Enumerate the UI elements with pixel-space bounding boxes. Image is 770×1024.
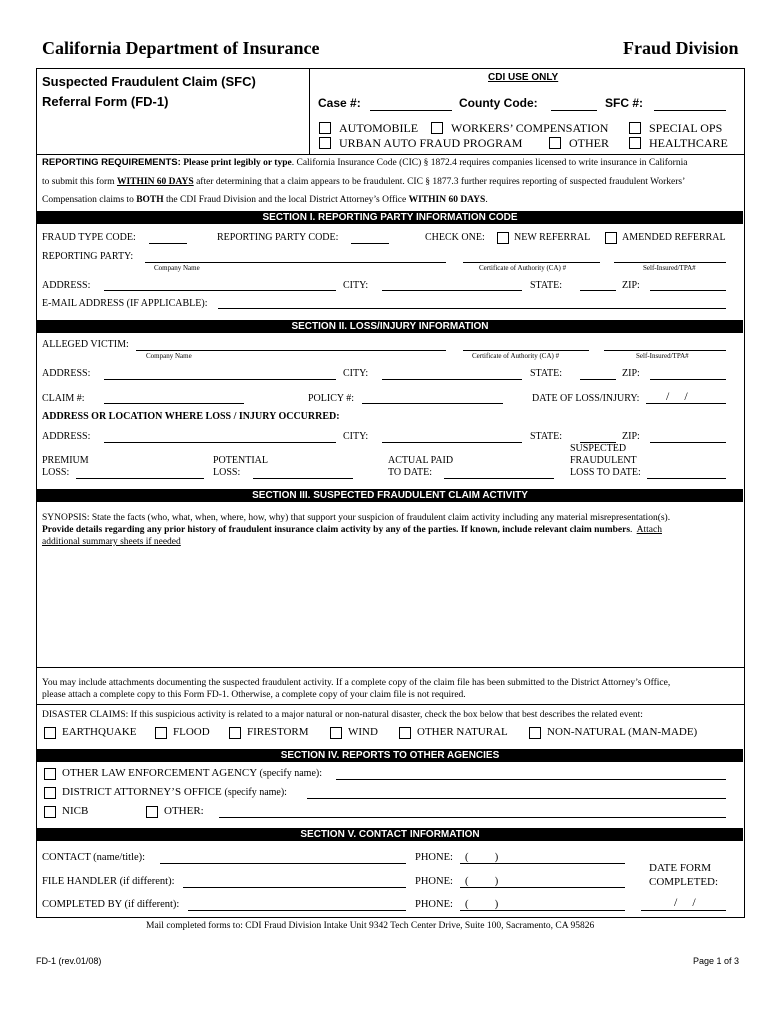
sfc-field[interactable]: [654, 110, 726, 111]
policy-number-label: POLICY #:: [308, 393, 355, 404]
city-label: CITY:: [343, 280, 369, 291]
victim-company-caption: Company Name: [146, 352, 192, 360]
fraud-type-field[interactable]: [149, 243, 187, 244]
requirements-dot: .: [485, 195, 488, 205]
date-completed-field[interactable]: [641, 910, 726, 911]
synopsis-attach-b: additional summary sheets if needed: [42, 537, 181, 547]
nicb-checkbox[interactable]: [44, 806, 56, 818]
completed-by-phone-field[interactable]: [460, 910, 625, 911]
flood-checkbox[interactable]: [155, 727, 167, 739]
synopsis-attach-a: Attach: [636, 525, 662, 535]
other-natural-label: OTHER NATURAL: [417, 726, 508, 738]
victim-tpa-caption: Self-Insured/TPA#: [636, 352, 689, 360]
earthquake-checkbox[interactable]: [44, 727, 56, 739]
law-enforcement-field[interactable]: [336, 779, 726, 780]
victim-cert-caption: Certificate of Authority (CA) #: [472, 352, 560, 360]
other-agency-field[interactable]: [219, 817, 726, 818]
law-enforcement-label: [62, 767, 322, 779]
section-5-header: SECTION V. CONTACT INFORMATION: [37, 828, 743, 841]
victim-city-field[interactable]: [382, 379, 522, 380]
requirements-print-note: Please print legibly or type: [183, 158, 292, 168]
section-2-header: SECTION II. LOSS/INJURY INFORMATION: [37, 320, 743, 333]
reporting-party-tpa-field[interactable]: [614, 262, 726, 263]
district-attorney-checkbox[interactable]: [44, 787, 56, 799]
reporting-party-label: REPORTING PARTY:: [42, 251, 134, 262]
premium-loss-label-2: LOSS:: [42, 467, 70, 478]
victim-zip-label: ZIP:: [622, 368, 640, 379]
victim-tpa-field[interactable]: [604, 350, 726, 351]
contact-phone-paren: ( ): [465, 852, 499, 863]
mailing-instructions: Mail completed forms to: CDI Fraud Division Intake Unit 9342 Tech Center Drive, Suite 100, Sacramento, CA 95826: [146, 921, 595, 931]
actual-paid-field[interactable]: [444, 478, 554, 479]
county-code-field[interactable]: [551, 110, 597, 111]
completed-by-phone-paren: ( ): [465, 899, 499, 910]
workers-comp-label: WORKERS’ COMPENSATION: [451, 121, 609, 135]
synopsis-provide-details: Provide details regarding any prior history of fraudulent insurance claim activity by any of the parties. If known, include relevant claim numbers: [42, 525, 631, 535]
loss-address-field[interactable]: [104, 442, 336, 443]
form-title-line2: Referral Form (FD-1): [42, 94, 169, 109]
victim-city-label: CITY:: [343, 368, 369, 379]
attachment-note-line2: please attach a complete copy to this Form FD-1. Otherwise, a complete copy of your claim file is not required.: [42, 690, 466, 700]
healthcare-checkbox[interactable]: [629, 137, 641, 149]
other-natural-checkbox[interactable]: [399, 727, 411, 739]
disaster-claims-intro: DISASTER CLAIMS: If this suspicious activity is related to a major natural or non-natural disaster, check the box below that best describes the related event:: [42, 710, 643, 720]
victim-zip-field[interactable]: [650, 379, 726, 380]
special-ops-checkbox[interactable]: [629, 122, 641, 134]
reporting-party-field[interactable]: [145, 262, 446, 263]
contact-phone-field[interactable]: [460, 863, 625, 864]
non-natural-label: NON-NATURAL (MAN-MADE): [547, 726, 698, 738]
requirements-line2: [42, 177, 685, 187]
alleged-victim-label: ALLEGED VICTIM:: [42, 339, 129, 350]
victim-address-field[interactable]: [104, 379, 336, 380]
requirements-text1: . California Insurance Code (CIC) § 1872.4 requires companies licensed to write insurance in California: [291, 158, 688, 168]
urban-auto-checkbox[interactable]: [319, 137, 331, 149]
cert-caption: Certificate of Authority (CA) #: [479, 264, 567, 272]
date-of-loss-slashes: / /: [666, 389, 688, 403]
cdi-use-only: CDI USE ONLY: [488, 72, 559, 83]
department-title: California Department of Insurance: [42, 38, 320, 58]
synopsis-instruction: SYNOPSIS: State the facts (who, what, when, where, how, why) that support your suspicion of fraudulent claim activity including any material misrepresentation(s).: [42, 513, 671, 523]
district-attorney-name: DISTRICT ATTORNEY’S OFFICE: [62, 786, 222, 798]
suspected-loss-field[interactable]: [647, 478, 726, 479]
page-number: Page 1 of 3: [693, 956, 740, 966]
loss-state-label: STATE:: [530, 431, 562, 442]
claim-number-field[interactable]: [104, 403, 244, 404]
automobile-label: AUTOMOBILE: [339, 121, 419, 135]
file-handler-phone-label: PHONE:: [415, 876, 453, 887]
case-field[interactable]: [370, 110, 452, 111]
date-completed-slashes: / /: [674, 895, 696, 909]
victim-state-label: STATE:: [530, 368, 562, 379]
victim-address-label: ADDRESS:: [42, 368, 91, 379]
loss-city-field[interactable]: [382, 442, 522, 443]
new-referral-label: NEW REFERRAL: [514, 232, 591, 243]
loss-zip-field[interactable]: [650, 442, 726, 443]
premium-loss-label-1: PREMIUM: [42, 455, 89, 466]
fraud-type-label: FRAUD TYPE CODE:: [42, 232, 136, 243]
requirements-text2b: after determining that a claim appears to be fraudulent. CIC § 1877.3 further requires reporting of suspected fraudulent Workers’: [196, 177, 686, 187]
special-ops-label: SPECIAL OPS: [649, 121, 723, 135]
requirements-both: BOTH: [136, 195, 164, 205]
loss-address-label: ADDRESS:: [42, 431, 91, 442]
policy-number-field[interactable]: [362, 403, 503, 404]
loss-location-heading: ADDRESS OR LOCATION WHERE LOSS / INJURY OCCURRED:: [42, 411, 340, 422]
contact-phone-label: PHONE:: [415, 852, 453, 863]
district-attorney-label: [62, 786, 287, 798]
requirements-text2a: to submit this form: [42, 177, 115, 187]
attachment-divider: [36, 704, 744, 705]
requirements-text3a: Compensation claims to: [42, 195, 134, 205]
reporting-party-ca-field[interactable]: [463, 262, 600, 263]
email-field[interactable]: [218, 308, 726, 309]
potential-loss-field[interactable]: [253, 478, 353, 479]
zip-field[interactable]: [650, 290, 726, 291]
victim-ca-field[interactable]: [463, 350, 589, 351]
alleged-victim-field[interactable]: [136, 350, 446, 351]
urban-auto-label: URBAN AUTO FRAUD PROGRAM: [339, 136, 523, 150]
case-label: Case #:: [318, 96, 361, 110]
date-of-loss-label: DATE OF LOSS/INJURY:: [532, 393, 640, 404]
completed-by-phone-label: PHONE:: [415, 899, 453, 910]
amended-referral-label: AMENDED REFERRAL: [622, 232, 726, 243]
section-4-header: SECTION IV. REPORTS TO OTHER AGENCIES: [37, 749, 743, 762]
reporting-code-field[interactable]: [351, 243, 389, 244]
date-of-loss-field[interactable]: [646, 403, 726, 404]
sfc-label: SFC #:: [605, 96, 644, 110]
file-handler-phone-field[interactable]: [460, 887, 625, 888]
flood-label: FLOOD: [173, 726, 210, 738]
potential-loss-label-1: POTENTIAL: [213, 455, 268, 466]
law-enforcement-checkbox[interactable]: [44, 768, 56, 780]
requirements-line3: [42, 195, 488, 205]
city-field[interactable]: [382, 290, 522, 291]
victim-state-field[interactable]: [580, 379, 616, 380]
other-agency-label: OTHER:: [164, 805, 204, 817]
new-referral-checkbox[interactable]: [497, 232, 509, 244]
suspected-loss-label-3: LOSS TO DATE:: [570, 467, 641, 478]
district-attorney-specify: (specify name):: [224, 787, 287, 798]
wind-checkbox[interactable]: [330, 727, 342, 739]
other-type-label: OTHER: [569, 136, 609, 150]
wind-label: WIND: [348, 726, 378, 738]
form-revision: FD-1 (rev.01/08): [36, 956, 102, 966]
district-attorney-field[interactable]: [307, 798, 726, 799]
file-handler-label: FILE HANDLER (if different):: [42, 876, 175, 887]
synopsis-text-area[interactable]: [42, 552, 738, 664]
premium-loss-field[interactable]: [76, 478, 204, 479]
county-code-label: County Code:: [459, 96, 538, 110]
division-title: Fraud Division: [623, 38, 739, 58]
requirements-line1: [42, 157, 687, 168]
suspected-loss-label-1: SUSPECTED: [570, 443, 627, 454]
state-field[interactable]: [580, 290, 616, 291]
healthcare-label: HEALTHCARE: [649, 136, 728, 150]
state-label: STATE:: [530, 280, 562, 291]
non-natural-checkbox[interactable]: [529, 727, 541, 739]
date-form-label-2: COMPLETED:: [649, 876, 719, 888]
amended-referral-checkbox[interactable]: [605, 232, 617, 244]
actual-paid-label-2: TO DATE:: [388, 467, 432, 478]
law-enforcement-name: OTHER LAW ENFORCEMENT AGENCY: [62, 767, 257, 779]
other-type-checkbox[interactable]: [549, 137, 561, 149]
zip-label: ZIP:: [622, 280, 640, 291]
firestorm-label: FIRESTORM: [247, 726, 309, 738]
date-form-label-1: DATE FORM: [649, 862, 712, 874]
synopsis-divider: [36, 667, 744, 668]
actual-paid-label-1: ACTUAL PAID: [388, 455, 454, 466]
form-title-line1: Suspected Fraudulent Claim (SFC): [42, 74, 256, 89]
completed-by-label: COMPLETED BY (if different):: [42, 899, 180, 910]
attachment-note-line1: You may include attachments documenting the suspected fraudulent activity. If a complete copy of the claim file has been submitted to the District Attorney’s Office,: [42, 678, 671, 688]
check-one-label: CHECK ONE:: [425, 232, 485, 243]
loss-city-label: CITY:: [343, 431, 369, 442]
file-handler-phone-paren: ( ): [465, 876, 499, 887]
loss-zip-label: ZIP:: [622, 431, 640, 442]
file-handler-field[interactable]: [183, 887, 406, 888]
workers-comp-checkbox[interactable]: [431, 122, 443, 134]
other-agency-checkbox[interactable]: [146, 806, 158, 818]
address-field[interactable]: [104, 290, 336, 291]
nicb-label: NICB: [62, 805, 89, 817]
address-label: ADDRESS:: [42, 280, 91, 291]
synopsis-details-line: Provide details regarding any prior history of fraudulent insurance claim activity by any of the parties. If known, include relevant claim numbers. Attach: [42, 525, 662, 535]
within-60-days: WITHIN 60 DAYS: [116, 177, 194, 187]
email-label: E-MAIL ADDRESS (IF APPLICABLE):: [42, 298, 208, 309]
title-divider: [309, 68, 310, 154]
section-1-header: SECTION I. REPORTING PARTY INFORMATION CODE: [37, 211, 743, 224]
suspected-loss-label-2: FRAUDULENT: [570, 455, 637, 466]
firestorm-checkbox[interactable]: [229, 727, 241, 739]
reporting-code-label: REPORTING PARTY CODE:: [217, 232, 339, 243]
company-name-caption: Company Name: [154, 264, 200, 272]
header-divider: [36, 154, 744, 155]
completed-by-field[interactable]: [188, 910, 406, 911]
section-3-header: SECTION III. SUSPECTED FRAUDULENT CLAIM ACTIVITY: [37, 489, 743, 502]
self-insured-caption: Self-Insured/TPA#: [643, 264, 696, 272]
requirements-within: WITHIN 60 DAYS: [408, 195, 486, 205]
contact-field[interactable]: [160, 863, 406, 864]
law-enforcement-specify: (specify name):: [259, 768, 323, 779]
earthquake-label: EARTHQUAKE: [62, 726, 137, 738]
requirements-label: REPORTING REQUIREMENTS:: [42, 157, 181, 168]
potential-loss-label-2: LOSS:: [213, 467, 241, 478]
automobile-checkbox[interactable]: [319, 122, 331, 134]
contact-label: CONTACT (name/title):: [42, 852, 146, 863]
requirements-text3b: the CDI Fraud Division and the local District Attorney’s Office: [166, 195, 407, 205]
claim-number-label: CLAIM #:: [42, 393, 85, 404]
